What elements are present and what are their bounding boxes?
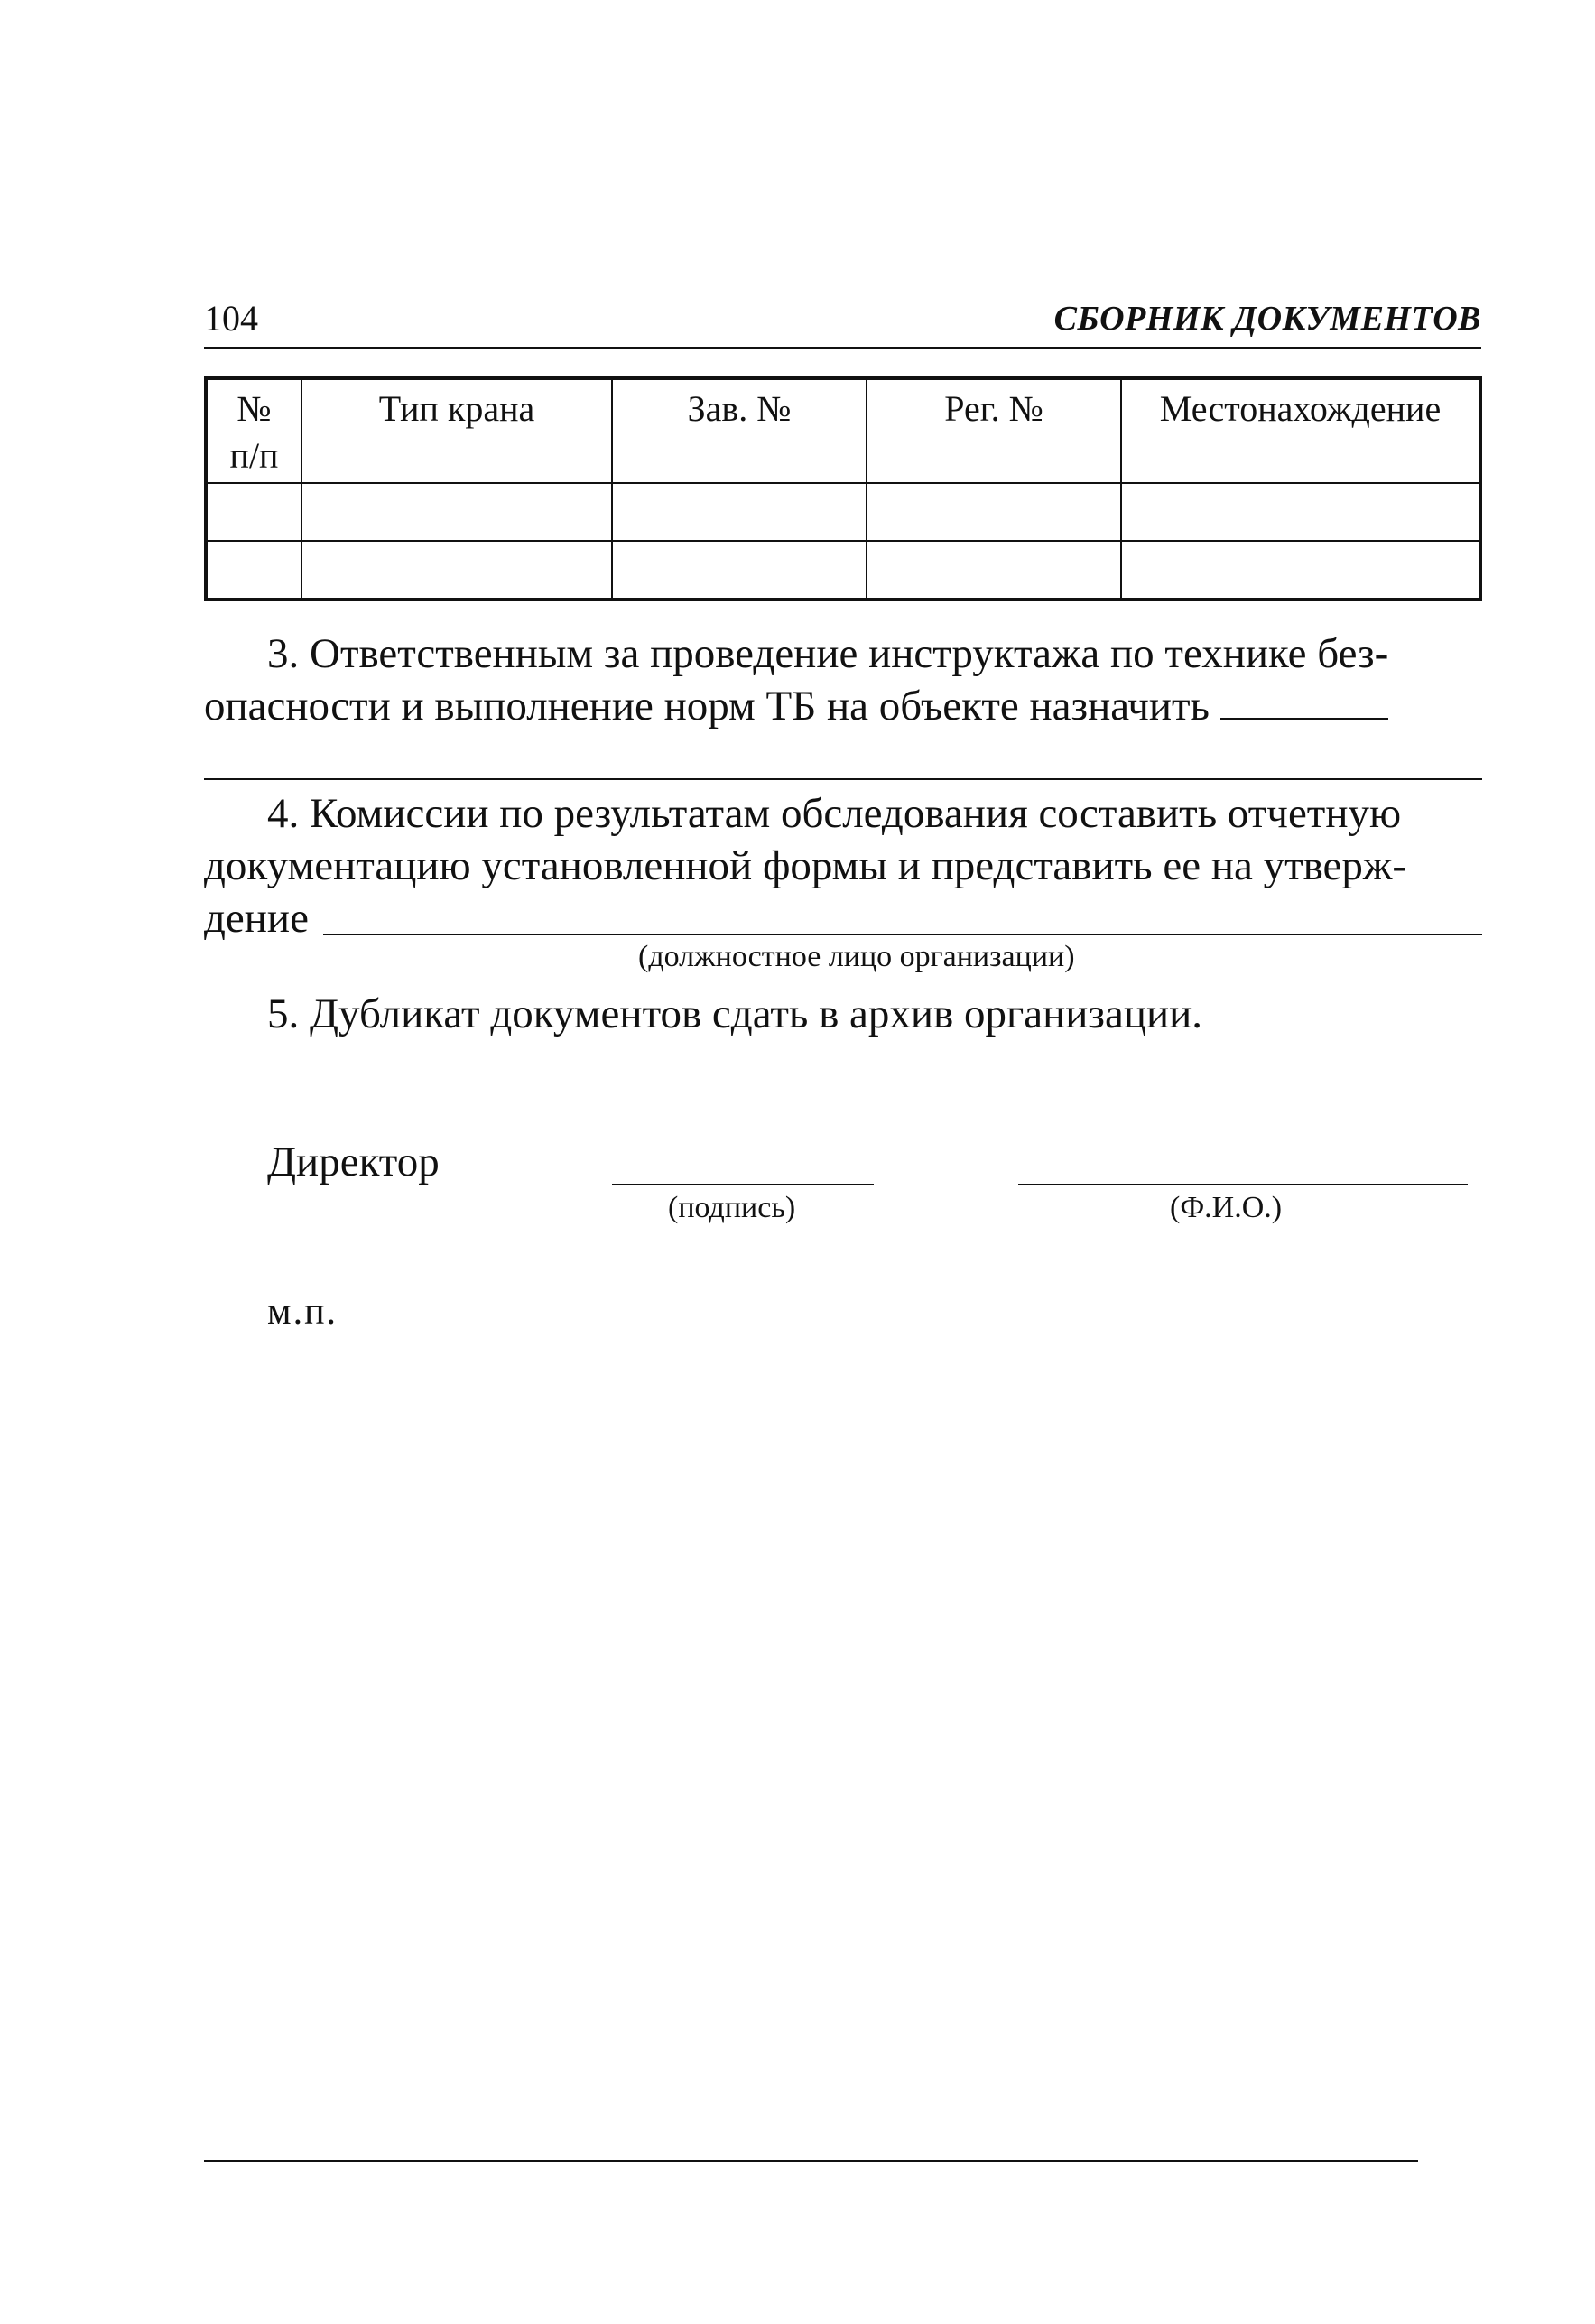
item-5	[204, 988, 1482, 1040]
item-3-line-2: опасности и выполнение норм ТБ на объекте назначить	[204, 683, 1210, 730]
table-cell[interactable]	[206, 483, 301, 541]
table-cell[interactable]	[1121, 483, 1480, 541]
table-cell[interactable]	[301, 483, 612, 541]
signature-caption: (подпись)	[668, 1191, 796, 1224]
item-4	[204, 787, 1482, 944]
responsible-person-rule[interactable]	[204, 778, 1482, 780]
table-cell[interactable]	[301, 541, 612, 600]
item-4-line-1: 4. Комиссии по результатам обследования составить отчетную	[267, 790, 1402, 837]
footer-rule	[204, 2160, 1418, 2162]
header-crane-type: Тип крана	[301, 378, 612, 483]
item-3-line-1: 3. Ответственным за проведение инструктажа по технике без-	[267, 630, 1389, 677]
header-number	[206, 378, 301, 483]
table-cell[interactable]	[612, 483, 867, 541]
table-row	[206, 541, 1480, 600]
full-name-caption: (Ф.И.О.)	[1170, 1191, 1283, 1224]
table-cell[interactable]	[867, 541, 1121, 600]
header-factory-number: Зав. №	[612, 378, 867, 483]
item-5-text: 5. Дубликат документов сдать в архив организации.	[267, 990, 1203, 1037]
table-cell[interactable]	[1121, 541, 1480, 600]
stamp-place: м.п.	[267, 1291, 338, 1333]
header-number-pp: п/п	[229, 435, 279, 476]
item-4-line-3: дение	[204, 895, 309, 942]
item-3	[204, 627, 1482, 732]
header-number-symbol: №	[236, 388, 272, 429]
table-cell[interactable]	[612, 541, 867, 600]
running-title: СБОРНИК ДОКУМЕНТОВ	[1053, 300, 1481, 338]
header-registration-number: Рег. №	[867, 378, 1121, 483]
table-header-row	[206, 378, 1480, 483]
running-header	[204, 296, 1481, 349]
page-number: 104	[204, 298, 258, 339]
item-4-line-2: документацию установленной формы и представить ее на утверж-	[204, 842, 1407, 889]
approver-blank[interactable]	[323, 934, 1482, 935]
approver-caption: (должностное лицо организации)	[638, 940, 1075, 973]
signature-line[interactable]	[612, 1184, 874, 1185]
director-label: Директор	[267, 1139, 440, 1185]
table-cell[interactable]	[206, 541, 301, 600]
table-cell[interactable]	[867, 483, 1121, 541]
responsible-person-blank[interactable]	[1220, 718, 1388, 720]
table-row	[206, 483, 1480, 541]
full-name-line[interactable]	[1018, 1184, 1468, 1185]
header-location: Местонахождение	[1121, 378, 1480, 483]
crane-table	[204, 376, 1482, 601]
